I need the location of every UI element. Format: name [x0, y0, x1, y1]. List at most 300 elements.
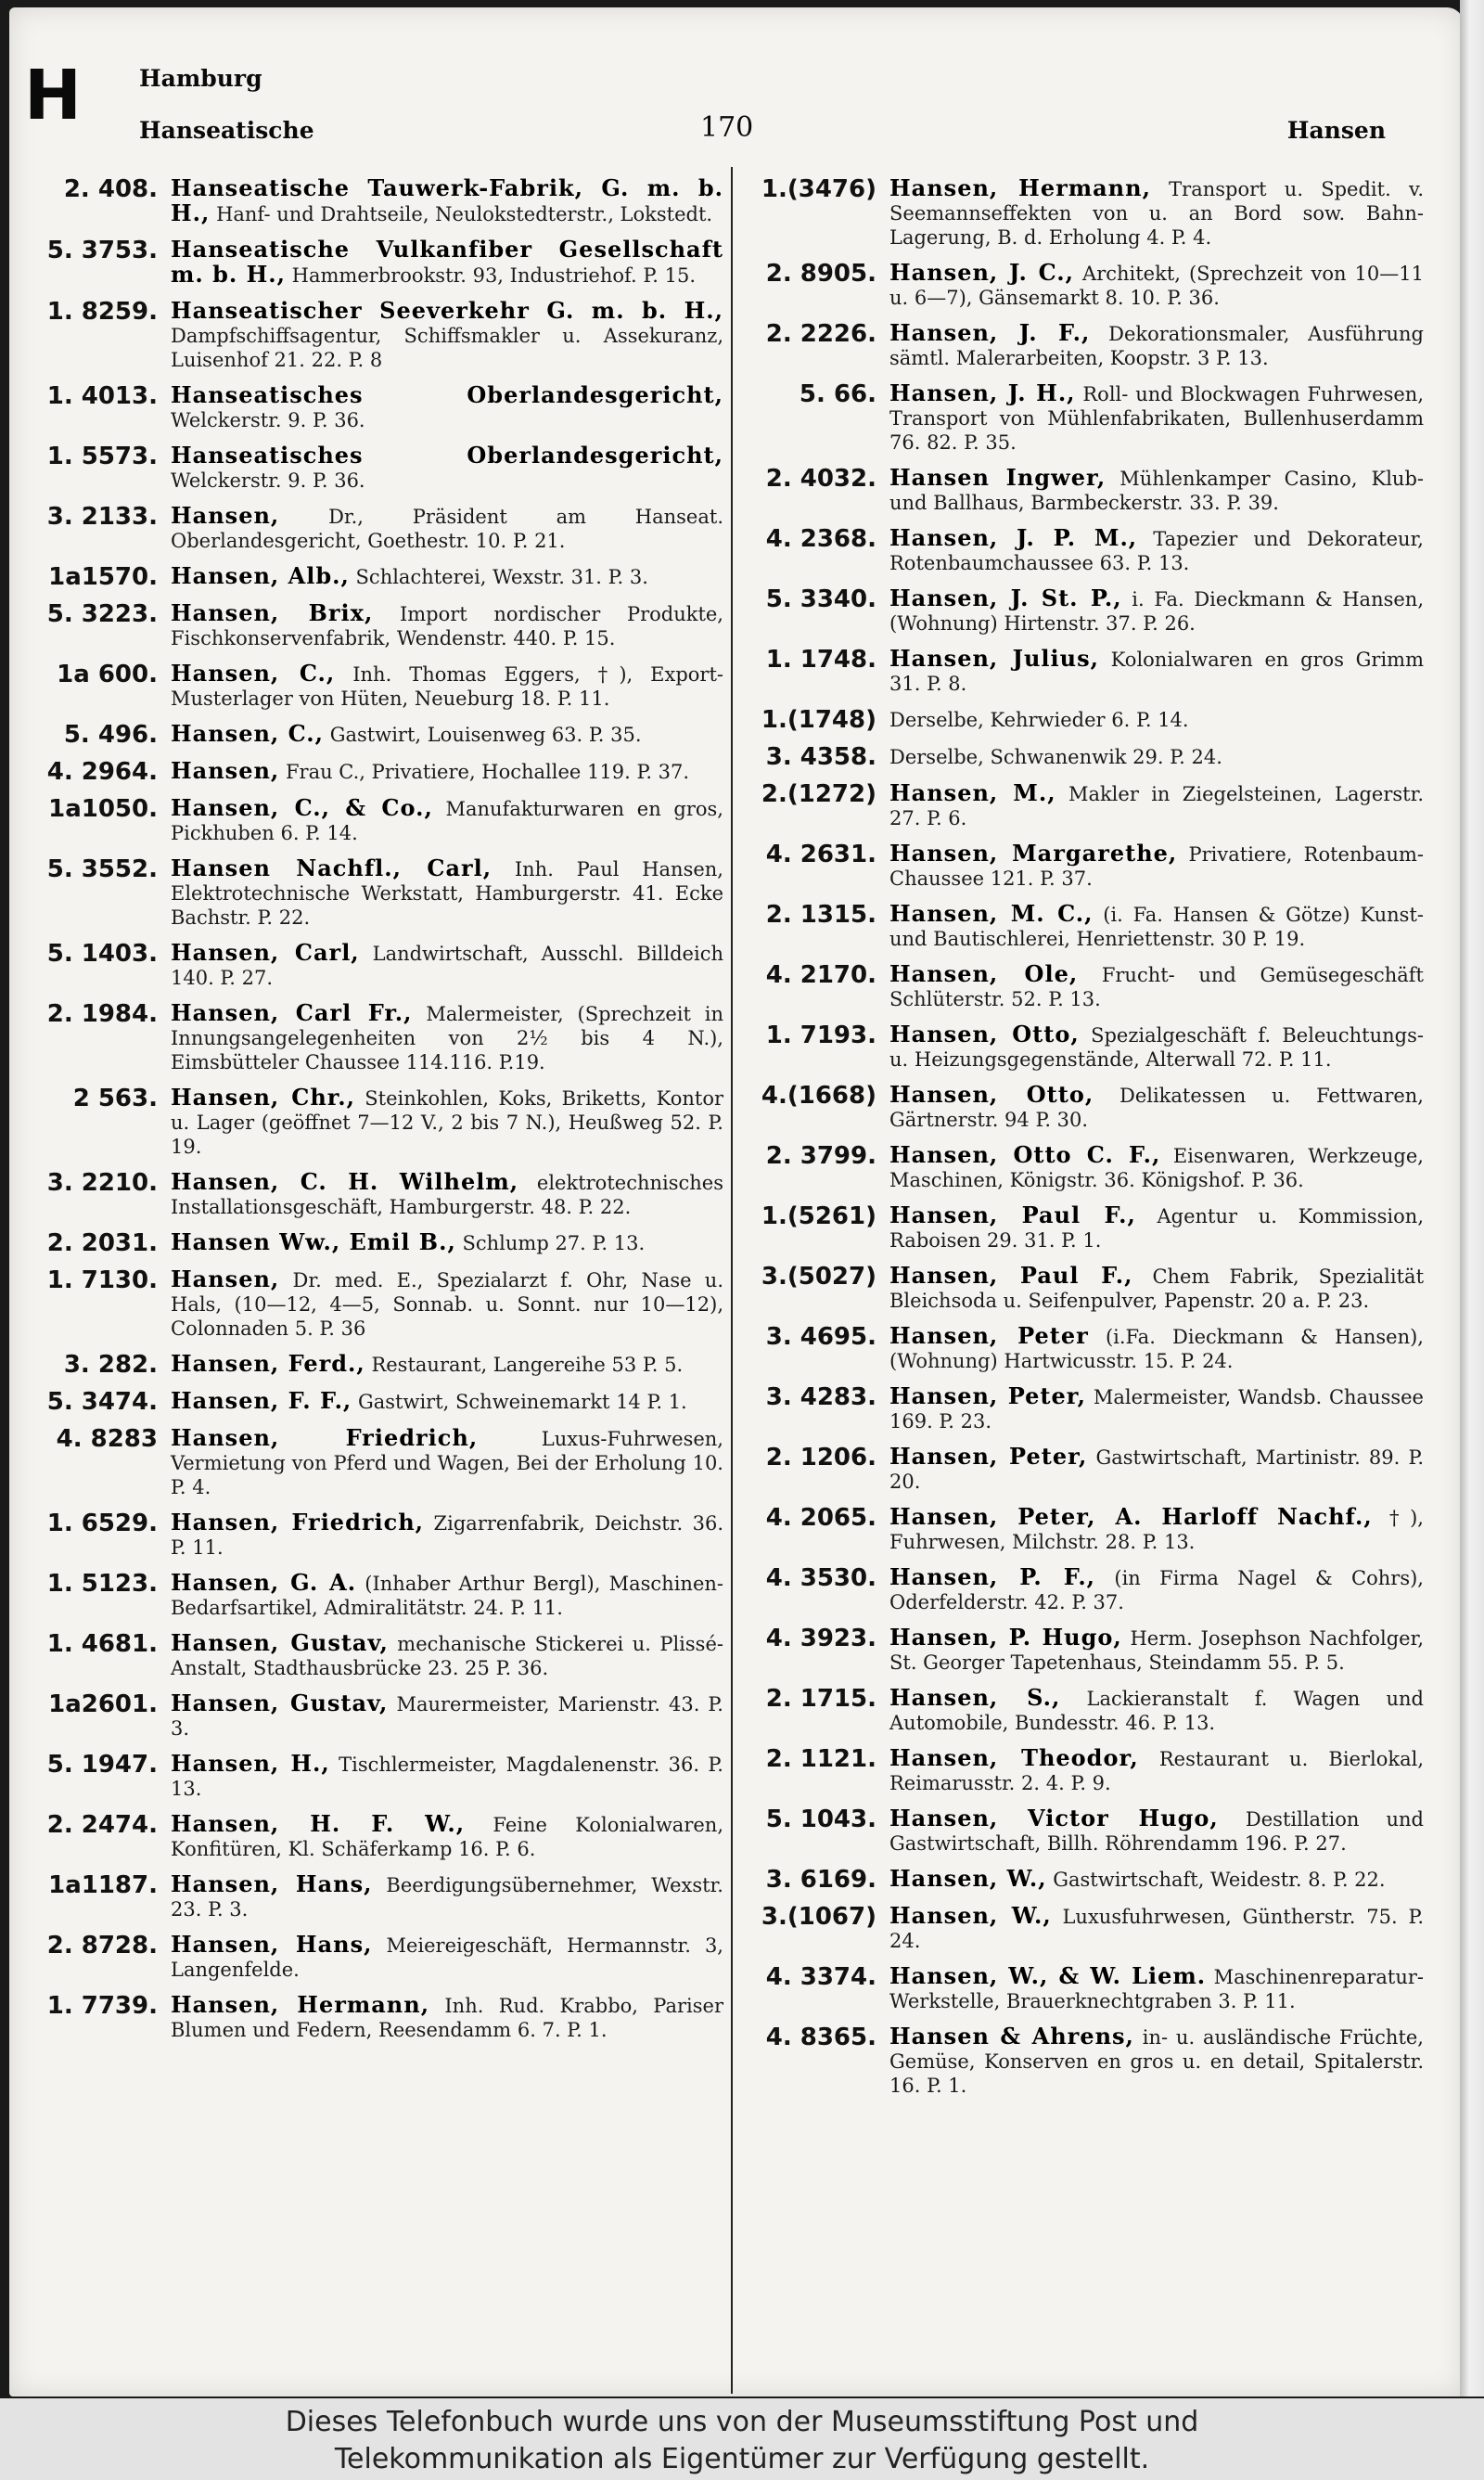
entry-name: Hansen,: [171, 502, 280, 529]
phone-number: 2. 1315.: [765, 901, 876, 929]
entry-text: [889, 1264, 1424, 1313]
entry-name: Hansen, Otto C. F.,: [889, 1141, 1161, 1168]
entry-name: Hansen, Gustav,: [171, 1690, 389, 1716]
entry-details: Hammerbrookstr. 93, Industriehof. P. 15.: [291, 264, 697, 287]
directory-entry: [37, 383, 723, 432]
directory-entry: [747, 1264, 1424, 1313]
entry-details: Luxus-Fuhrwesen, Vermietung von Pferd und Wagen, Bei der Erholung 10. P. 4.: [171, 1428, 723, 1498]
entry-name: Hansen, C. H. Wilhelm,: [171, 1168, 519, 1195]
entry-details: Chem Fabrik, Spezialität Bleichsoda u. Seifenpulver, Papenstr. 20 a. P. 23.: [889, 1266, 1425, 1312]
entry-text: [171, 1691, 723, 1741]
entry-text: [889, 1686, 1424, 1735]
entry-text: [171, 176, 723, 226]
entry-details: Steinkohlen, Koks, Briketts, Kontor u. Lager (geöffnet 7—12 V., 2 bis 7 N.), Heußweg 52. P. 19.: [171, 1087, 723, 1158]
entry-details: Hanf- und Drahtseile, Neulokstedterstr., Lokstedt.: [216, 203, 713, 225]
phone-number: 1. 1748.: [765, 646, 876, 674]
entry-details: Luxusfuhrwesen, Güntherstr. 75. P. 24.: [889, 1906, 1424, 1952]
entry-text: [889, 1505, 1424, 1554]
phone-number: 1a1050.: [48, 795, 158, 823]
entry-name: Hansen, W.,: [889, 1902, 1052, 1929]
entry-name: Hansen,: [171, 1266, 280, 1292]
entry-name: Hansen, Friedrich,: [171, 1424, 479, 1451]
phone-number: 1. 7193.: [765, 1022, 876, 1049]
entry-text: [171, 1752, 723, 1801]
entry-name: Hansen & Ahrens,: [889, 2023, 1134, 2050]
entry-name: Hansen, Peter,: [889, 1382, 1087, 1409]
phone-number: 1.(1748): [761, 706, 876, 734]
entry-name: Hanseatisches Oberlandesgericht,: [171, 381, 723, 408]
directory-entry: [37, 601, 723, 650]
entry-text: [889, 1022, 1424, 1072]
entry-text: [171, 662, 723, 711]
phone-number: 3. 282.: [63, 1351, 158, 1379]
page-edge: [1460, 0, 1484, 2396]
phone-number: 2. 1206.: [765, 1444, 876, 1471]
entry-text: [171, 1510, 723, 1560]
entry-name: Hansen, Carl Fr.,: [171, 999, 413, 1026]
entry-text: [889, 1143, 1424, 1192]
entry-details: mechanische Stickerei u. Plissé-Anstalt, Stadthausbrücke 23. 25 P. 36.: [171, 1633, 723, 1679]
phone-number: 2. 8728.: [46, 1932, 158, 1960]
entry-details: †), Fuhrwesen, Milchstr. 28. P. 13.: [889, 1507, 1424, 1553]
entry-details: Transport u. Spedit. v. Seemannseffekten von u. an Bord sow. Bahn-Lagerung, B. d. Erholung 4. P. 4.: [889, 178, 1425, 249]
entry-name: Hanseatischer Seeverkehr G. m. b. H.,: [171, 297, 723, 324]
phone-number: 4. 3374.: [765, 1963, 876, 1991]
entry-name: Hansen, H.,: [171, 1750, 330, 1777]
entry-name: Hansen, C.,: [171, 720, 325, 747]
entry-text: [171, 1389, 723, 1414]
directory-entry: [37, 1170, 723, 1219]
entry-name: Hansen, J. H.,: [889, 379, 1076, 406]
entry-details: Zigarrenfabrik, Deichstr. 36. P. 11.: [171, 1512, 723, 1559]
entry-text: [889, 381, 1424, 455]
entry-text: [889, 962, 1424, 1011]
phone-number: 2. 1984.: [46, 1000, 158, 1028]
entry-name: Hansen, Hans,: [171, 1931, 373, 1958]
phone-number: 5. 3474.: [46, 1388, 158, 1416]
entry-name: Hansen Nachfl., Carl,: [171, 855, 493, 881]
directory-entry: [747, 466, 1424, 515]
entry-text: [889, 1324, 1424, 1373]
phone-number: 5. 496.: [63, 721, 158, 749]
entry-details: Manufakturwaren en gros, Pickhuben 6. P. 14.: [171, 798, 723, 844]
phone-number: 5. 3753.: [46, 237, 158, 264]
entry-text: [889, 1904, 1424, 1953]
entry-name: Hansen, Margarethe,: [889, 840, 1178, 867]
directory-entry: [37, 1389, 723, 1415]
phone-number: 4. 8283: [56, 1425, 158, 1453]
entry-text: [889, 744, 1424, 769]
phone-number: 3. 6169.: [765, 1866, 876, 1894]
directory-entry: [747, 1746, 1424, 1795]
phone-number: 1. 4681.: [46, 1630, 158, 1658]
entry-name: Hansen, Chr.,: [171, 1084, 355, 1111]
entry-text: [171, 1993, 723, 2042]
phone-number: 1a1570.: [48, 563, 158, 591]
entry-name: Hansen, W.,: [889, 1865, 1047, 1892]
entry-text: [171, 504, 723, 553]
entry-details: Derselbe, Kehrwieder 6. P. 14.: [889, 709, 1189, 731]
entry-text: [889, 1964, 1424, 2013]
entry-details: Frucht- und Gemüsegeschäft Schlüterstr. 52. P. 13.: [889, 964, 1424, 1010]
footer-note: [0, 2398, 1484, 2480]
entry-details: Herm. Josephson Nachfolger, St. Georger Tapetenhaus, Steindamm 55. P. 5.: [889, 1627, 1424, 1674]
phone-number: 5. 1403.: [46, 940, 158, 968]
directory-entry: [747, 1324, 1424, 1373]
directory-entry: [747, 842, 1424, 891]
entry-details: Schlachterei, Wexstr. 31. P. 3.: [355, 566, 648, 588]
phone-number: 1. 5123.: [46, 1570, 158, 1598]
entry-details: Dr. med. E., Spezialarzt f. Ohr, Nase u. Hals, (10—12, 4—5, Sonnab. u. Sonnt. nur 10—12), Colonnaden 5. P. 36: [171, 1269, 723, 1340]
entry-details: Tapezier und Dekorateur, Rotenbaumchaussee 63. P. 13.: [889, 528, 1424, 574]
entry-text: [171, 238, 723, 288]
directory-entry: [747, 1686, 1424, 1735]
entry-text: [889, 1445, 1424, 1494]
entry-text: [171, 1086, 723, 1159]
section-letter: H: [24, 56, 82, 135]
entry-name: Hansen Ww., Emil B.,: [171, 1228, 456, 1255]
directory-entry: [747, 1022, 1424, 1072]
entry-name: Hansen, Hermann,: [171, 1991, 430, 2018]
entry-text: [889, 781, 1424, 830]
entry-name: Hansen, Ferd.,: [171, 1350, 365, 1377]
phone-number: 3. 4695.: [765, 1323, 876, 1351]
entry-name: Hansen, W., & W. Liem.: [889, 1962, 1207, 1989]
phone-number: 5. 1947.: [46, 1751, 158, 1779]
entry-details: (Inhaber Arthur Bergl), Maschinen-Bedarfsartikel, Admiralitätstr. 24. P. 11.: [171, 1573, 723, 1619]
entry-details: Welckerstr. 9. P. 36.: [171, 469, 365, 492]
phone-number: 4. 2631.: [765, 841, 876, 868]
entry-details: Kolonialwaren en gros Grimm 31. P. 8.: [889, 649, 1424, 695]
directory-entry: [747, 526, 1424, 575]
phone-number: 3. 4283.: [765, 1383, 876, 1411]
directory-entry: [747, 902, 1424, 951]
entry-text: [171, 383, 723, 432]
entry-text: [889, 707, 1424, 732]
header-last-word: Hansen: [1286, 117, 1386, 144]
entry-name: Hansen, G. A.: [171, 1569, 357, 1596]
entry-details: Dampfschiffsagentur, Schiffsmakler u. Assekuranz, Luisenhof 21. 22. P. 8: [171, 325, 723, 371]
directory-entry: [37, 1230, 723, 1256]
entry-text: [171, 443, 723, 493]
entry-details: Malermeister, (Sprechzeit in Innungsangelegenheiten von 2½ bis 4 N.), Eimsbütteler Chaussee 114.116. P.19.: [171, 1003, 724, 1073]
entry-text: [889, 1806, 1424, 1856]
entry-text: [171, 759, 723, 784]
directory-entry: [37, 1993, 723, 2042]
entry-name: Hansen, Brix,: [171, 599, 374, 626]
entry-text: [171, 1872, 723, 1921]
entry-text: [889, 2024, 1424, 2098]
entry-details: Restaurant, Langereihe 53 P. 5.: [371, 1354, 684, 1376]
entry-details: Maurermeister, Marienstr. 43. P. 3.: [171, 1693, 723, 1740]
entry-details: i. Fa. Dieckmann & Hansen, (Wohnung) Hirtenstr. 37. P. 26.: [889, 588, 1425, 635]
directory-entry: [37, 856, 723, 930]
directory-entry: [37, 238, 723, 288]
entry-details: Restaurant u. Bierlokal, Reimarusstr. 2. 4. P. 9.: [889, 1748, 1424, 1794]
entry-name: Hansen, Alb.,: [171, 562, 350, 589]
entry-text: [889, 1384, 1424, 1433]
entry-details: Landwirtschaft, Ausschl. Billdeich 140. P. 27.: [171, 943, 723, 989]
entry-details: Makler in Ziegelsteinen, Lagerstr. 27. P. 6.: [889, 783, 1424, 829]
phone-number: 1a2601.: [48, 1690, 158, 1718]
header-city: Hamburg: [139, 65, 262, 92]
entry-details: (i.Fa. Dieckmann & Hansen), (Wohnung) Hartwicusstr. 15. P. 24.: [889, 1326, 1424, 1372]
entry-details: (in Firma Nagel & Cohrs), Oderfelderstr. 42. P. 37.: [889, 1567, 1424, 1613]
entry-details: Maschinenreparatur-Werkstelle, Brauerknechtgraben 3. P. 11.: [889, 1966, 1424, 2012]
entry-text: [889, 842, 1424, 891]
directory-entry: [747, 647, 1424, 696]
phone-number: 4. 2170.: [765, 961, 876, 989]
entry-details: Beerdigungsübernehmer, Wexstr. 23. P. 3.: [171, 1874, 723, 1921]
directory-entry: [37, 564, 723, 590]
entry-text: [889, 261, 1424, 310]
entry-text: [889, 1083, 1424, 1132]
phone-number: 4. 2065.: [765, 1504, 876, 1532]
entry-text: [171, 601, 723, 650]
entry-name: Hansen, P. Hugo,: [889, 1624, 1122, 1651]
entry-details: Agentur u. Kommission, Raboisen 29. 31. P. 1.: [889, 1205, 1424, 1252]
entry-name: Hansen, H. F. W.,: [171, 1810, 466, 1837]
entry-details: Spezialgeschäft f. Beleuchtungs- u. Heizungsgegenstände, Alterwall 72. P. 11.: [889, 1024, 1424, 1071]
directory-entry: [37, 1001, 723, 1074]
entry-text: [171, 1933, 723, 1982]
header-first-word: Hanseatische: [139, 117, 314, 144]
phone-number: 2. 2226.: [765, 320, 876, 348]
phone-number: 5. 3552.: [46, 855, 158, 883]
directory-entry: [37, 1510, 723, 1560]
entry-details: Delikatessen u. Fettwaren, Gärtnerstr. 94 P. 30.: [889, 1085, 1424, 1131]
directory-entry: [747, 744, 1424, 770]
entry-details: Destillation und Gastwirtschaft, Billh. Röhrendamm 196. P. 27.: [889, 1808, 1424, 1855]
entry-text: [171, 1267, 723, 1341]
phone-number: 4. 8365.: [765, 2024, 876, 2051]
entry-name: Hansen, Paul F.,: [889, 1262, 1133, 1289]
directory-entry: [37, 1571, 723, 1620]
directory-entry: [37, 1352, 723, 1378]
entry-text: [171, 1001, 723, 1074]
directory-entry: [747, 1625, 1424, 1675]
directory-entry: [37, 1752, 723, 1801]
entry-text: [171, 1170, 723, 1219]
entry-text: [171, 1812, 723, 1861]
phone-number: 2. 2474.: [46, 1811, 158, 1839]
entry-name: Hansen, Carl,: [171, 939, 360, 966]
entry-name: Hansen, M. C.,: [889, 900, 1094, 927]
entry-text: [889, 1565, 1424, 1614]
column-divider: [731, 167, 733, 2394]
entry-details: Meiereigeschäft, Hermannstr. 3, Langenfelde.: [171, 1934, 723, 1981]
entry-details: Lackieranstalt f. Wagen und Automobile, Bundesstr. 46. P. 13.: [889, 1688, 1424, 1734]
entry-name: Hanseatische Tauwerk-Fabrik, G. m. b. H.,: [171, 174, 723, 226]
entry-name: Hansen, C., & Co.,: [171, 794, 433, 821]
entry-details: Dekorationsmaler, Ausführung sämtl. Malerarbeiten, Koopstr. 3 P. 13.: [889, 323, 1424, 369]
phone-number: 1. 6529.: [46, 1510, 158, 1537]
entry-details: Gastwirtschaft, Weidestr. 8. P. 22.: [1053, 1869, 1386, 1891]
entry-text: [889, 526, 1424, 575]
entry-name: Hansen, Ole,: [889, 960, 1079, 987]
phone-number: 4. 2964.: [46, 758, 158, 786]
entry-details: Gastwirt, Louisenweg 63. P. 35.: [329, 724, 642, 746]
directory-entry: [37, 299, 723, 372]
entry-details: Architekt, (Sprechzeit von 10—11 u. 6—7), Gänsemarkt 8. 10. P. 36.: [889, 263, 1424, 309]
entry-details: Inh. Paul Hansen, Elektrotechnische Werkstatt, Hamburgerstr. 41. Ecke Bachstr. P. 22.: [171, 858, 723, 929]
entry-details: Privatiere, Rotenbaum-Chaussee 121. P. 37.: [889, 843, 1424, 890]
entry-name: Hansen,: [171, 757, 280, 784]
entry-name: Hansen, Paul F.,: [889, 1201, 1136, 1228]
directory-entry: [747, 1384, 1424, 1433]
entry-text: [889, 1746, 1424, 1795]
entry-details: Feine Kolonialwaren, Konfitüren, Kl. Schäferkamp 16. P. 6.: [171, 1814, 723, 1860]
directory-entry: [747, 1806, 1424, 1856]
entry-text: [171, 1571, 723, 1620]
directory-entry: [37, 176, 723, 226]
right-column: [747, 176, 1424, 2109]
entry-details: Frau C., Privatiere, Hochallee 119. P. 37.: [285, 761, 690, 783]
entry-name: Hansen, S.,: [889, 1684, 1061, 1711]
directory-entry: [747, 1083, 1424, 1132]
entry-details: Inh. Thomas Eggers, †), Export-Musterlager von Hüten, Neueburg 18. P. 11.: [171, 663, 723, 710]
entry-text: [889, 176, 1424, 250]
entry-name: Hansen, J. F.,: [889, 319, 1091, 346]
directory-entry: [747, 586, 1424, 636]
directory-entry: [747, 176, 1424, 250]
entry-text: [171, 1230, 723, 1255]
entry-details: Gastwirtschaft, Martinistr. 89. P. 20.: [889, 1446, 1424, 1493]
entry-text: [171, 722, 723, 747]
entry-text: [889, 1203, 1424, 1253]
directory-entry: [747, 381, 1424, 455]
directory-entry: [37, 1812, 723, 1861]
directory-entry: [37, 1086, 723, 1159]
entry-text: [889, 647, 1424, 696]
directory-entry: [747, 1964, 1424, 2013]
phone-number: 1. 7739.: [46, 1992, 158, 2020]
entry-name: Hansen, Peter,: [889, 1443, 1088, 1470]
directory-entry: [37, 941, 723, 990]
entry-text: [889, 902, 1424, 951]
phone-number: 3. 2210.: [46, 1169, 158, 1197]
entry-text: [171, 1352, 723, 1377]
directory-entry: [37, 1267, 723, 1341]
entry-details: Import nordischer Produkte, Fischkonservenfabrik, Wendenstr. 440. P. 15.: [171, 603, 723, 649]
entry-details: Derselbe, Schwanenwik 29. P. 24.: [889, 746, 1222, 768]
directory-entry: [37, 1631, 723, 1680]
phone-number: 3. 2133.: [46, 503, 158, 531]
phone-number: 4.(1668): [761, 1082, 876, 1110]
phone-number: 4. 2368.: [765, 525, 876, 553]
directory-entry: [747, 1505, 1424, 1554]
entry-text: [889, 586, 1424, 636]
phone-number: 1.(5261): [761, 1202, 876, 1230]
phone-number: 5. 3223.: [46, 600, 158, 628]
directory-entry: [747, 1565, 1424, 1614]
footer-line-2: Telekommunikation als Eigentümer zur Verfügung gestellt.: [334, 2443, 1150, 2475]
phone-number: 2. 1715.: [765, 1685, 876, 1713]
entry-name: Hansen, Theodor,: [889, 1744, 1139, 1771]
phone-number: 2. 3799.: [765, 1142, 876, 1170]
entry-name: Hanseatisches Oberlandesgericht,: [171, 442, 723, 469]
entry-name: Hansen, J. St. P.,: [889, 585, 1122, 611]
phone-number: 1. 4013.: [46, 382, 158, 410]
entry-name: Hansen, Peter, A. Harloff Nachf.,: [889, 1503, 1373, 1530]
entry-name: Hansen, J. C.,: [889, 259, 1074, 286]
entry-name: Hansen, F. F.,: [171, 1387, 352, 1414]
phone-number: 5. 1043.: [765, 1805, 876, 1833]
entry-name: Hansen, C.,: [171, 660, 336, 687]
phone-number: 1. 7130.: [46, 1266, 158, 1294]
entry-name: Hansen, M.,: [889, 779, 1056, 806]
entry-name: Hansen, Julius,: [889, 645, 1099, 672]
directory-entry: [37, 722, 723, 748]
entry-text: [171, 941, 723, 990]
phone-number: 2.(1272): [761, 780, 876, 808]
directory-entry: [747, 1143, 1424, 1192]
directory-entry: [747, 962, 1424, 1011]
directory-entry: [747, 781, 1424, 830]
footer-line-1: Dieses Telefonbuch wurde uns von der Museumsstiftung Post und: [285, 2406, 1199, 2438]
page-number: 170: [700, 111, 754, 144]
entry-details: in- u. ausländische Früchte, Gemüse, Konserven en gros u. en detail, Spitalerstr. 16. P. 1.: [889, 2026, 1424, 2097]
entry-details: Eisenwaren, Werkzeuge, Maschinen, Königstr. 36. Königshof. P. 36.: [889, 1145, 1424, 1191]
entry-details: Schlump 27. P. 13.: [462, 1232, 646, 1254]
entry-text: [171, 856, 723, 930]
phone-number: 1a 600.: [57, 661, 158, 688]
entry-name: Hansen, Victor Hugo,: [889, 1805, 1219, 1831]
entry-name: Hansen, Gustav,: [171, 1629, 389, 1656]
phone-number: 3. 4358.: [765, 743, 876, 771]
entry-text: [889, 466, 1424, 515]
directory-entry: [37, 759, 723, 785]
entry-text: [889, 1867, 1424, 1892]
phone-number: 2. 1121.: [765, 1745, 876, 1773]
directory-entry: [37, 1933, 723, 1982]
left-column: [37, 176, 723, 2053]
entry-text: [889, 321, 1424, 370]
entry-name: Hansen, J. P. M.,: [889, 524, 1138, 551]
directory-entry: [747, 1203, 1424, 1253]
entry-name: Hansen, Otto,: [889, 1021, 1080, 1047]
phone-number: 3.(5027): [761, 1263, 876, 1291]
phone-number: 1. 8259.: [46, 298, 158, 326]
entry-name: Hansen, Hans,: [171, 1870, 373, 1897]
directory-entry: [37, 1426, 723, 1499]
entry-details: Gastwirt, Schweinemarkt 14 P. 1.: [357, 1391, 687, 1413]
directory-entry: [37, 1872, 723, 1921]
phone-number: 2 563.: [72, 1085, 158, 1112]
phone-number: 1a1187.: [48, 1871, 158, 1899]
directory-entry: [37, 443, 723, 493]
entry-details: Mühlenkamper Casino, Klub- und Ballhaus, Barmbeckerstr. 33. P. 39.: [889, 468, 1424, 514]
phone-number: 4. 3923.: [765, 1625, 876, 1652]
directory-entry: [747, 261, 1424, 310]
entry-name: Hansen Ingwer,: [889, 464, 1107, 491]
entry-details: Inh. Rud. Krabbo, Pariser Blumen und Federn, Reesendamm 6. 7. P. 1.: [171, 1995, 723, 2041]
directory-entry: [747, 321, 1424, 370]
entry-text: [889, 1625, 1424, 1675]
entry-details: Dr., Präsident am Hanseat. Oberlandesgericht, Goethestr. 10. P. 21.: [171, 506, 723, 552]
entry-text: [171, 299, 723, 372]
entry-details: Welckerstr. 9. P. 36.: [171, 409, 365, 431]
entry-text: [171, 796, 723, 845]
entry-name: Hansen, Peter: [889, 1322, 1089, 1349]
phone-number: 5. 3340.: [765, 585, 876, 613]
phone-number: 2. 4032.: [765, 465, 876, 493]
phone-number: 2. 8905.: [765, 260, 876, 288]
entry-details: Roll- und Blockwagen Fuhrwesen, Transport von Mühlenfabrikaten, Bullenhuserdamm 76. 82. P. 35.: [889, 383, 1424, 454]
directory-entry: [747, 1904, 1424, 1953]
phone-number: 1.(3476): [761, 175, 876, 203]
entry-name: Hansen, Otto,: [889, 1081, 1094, 1108]
